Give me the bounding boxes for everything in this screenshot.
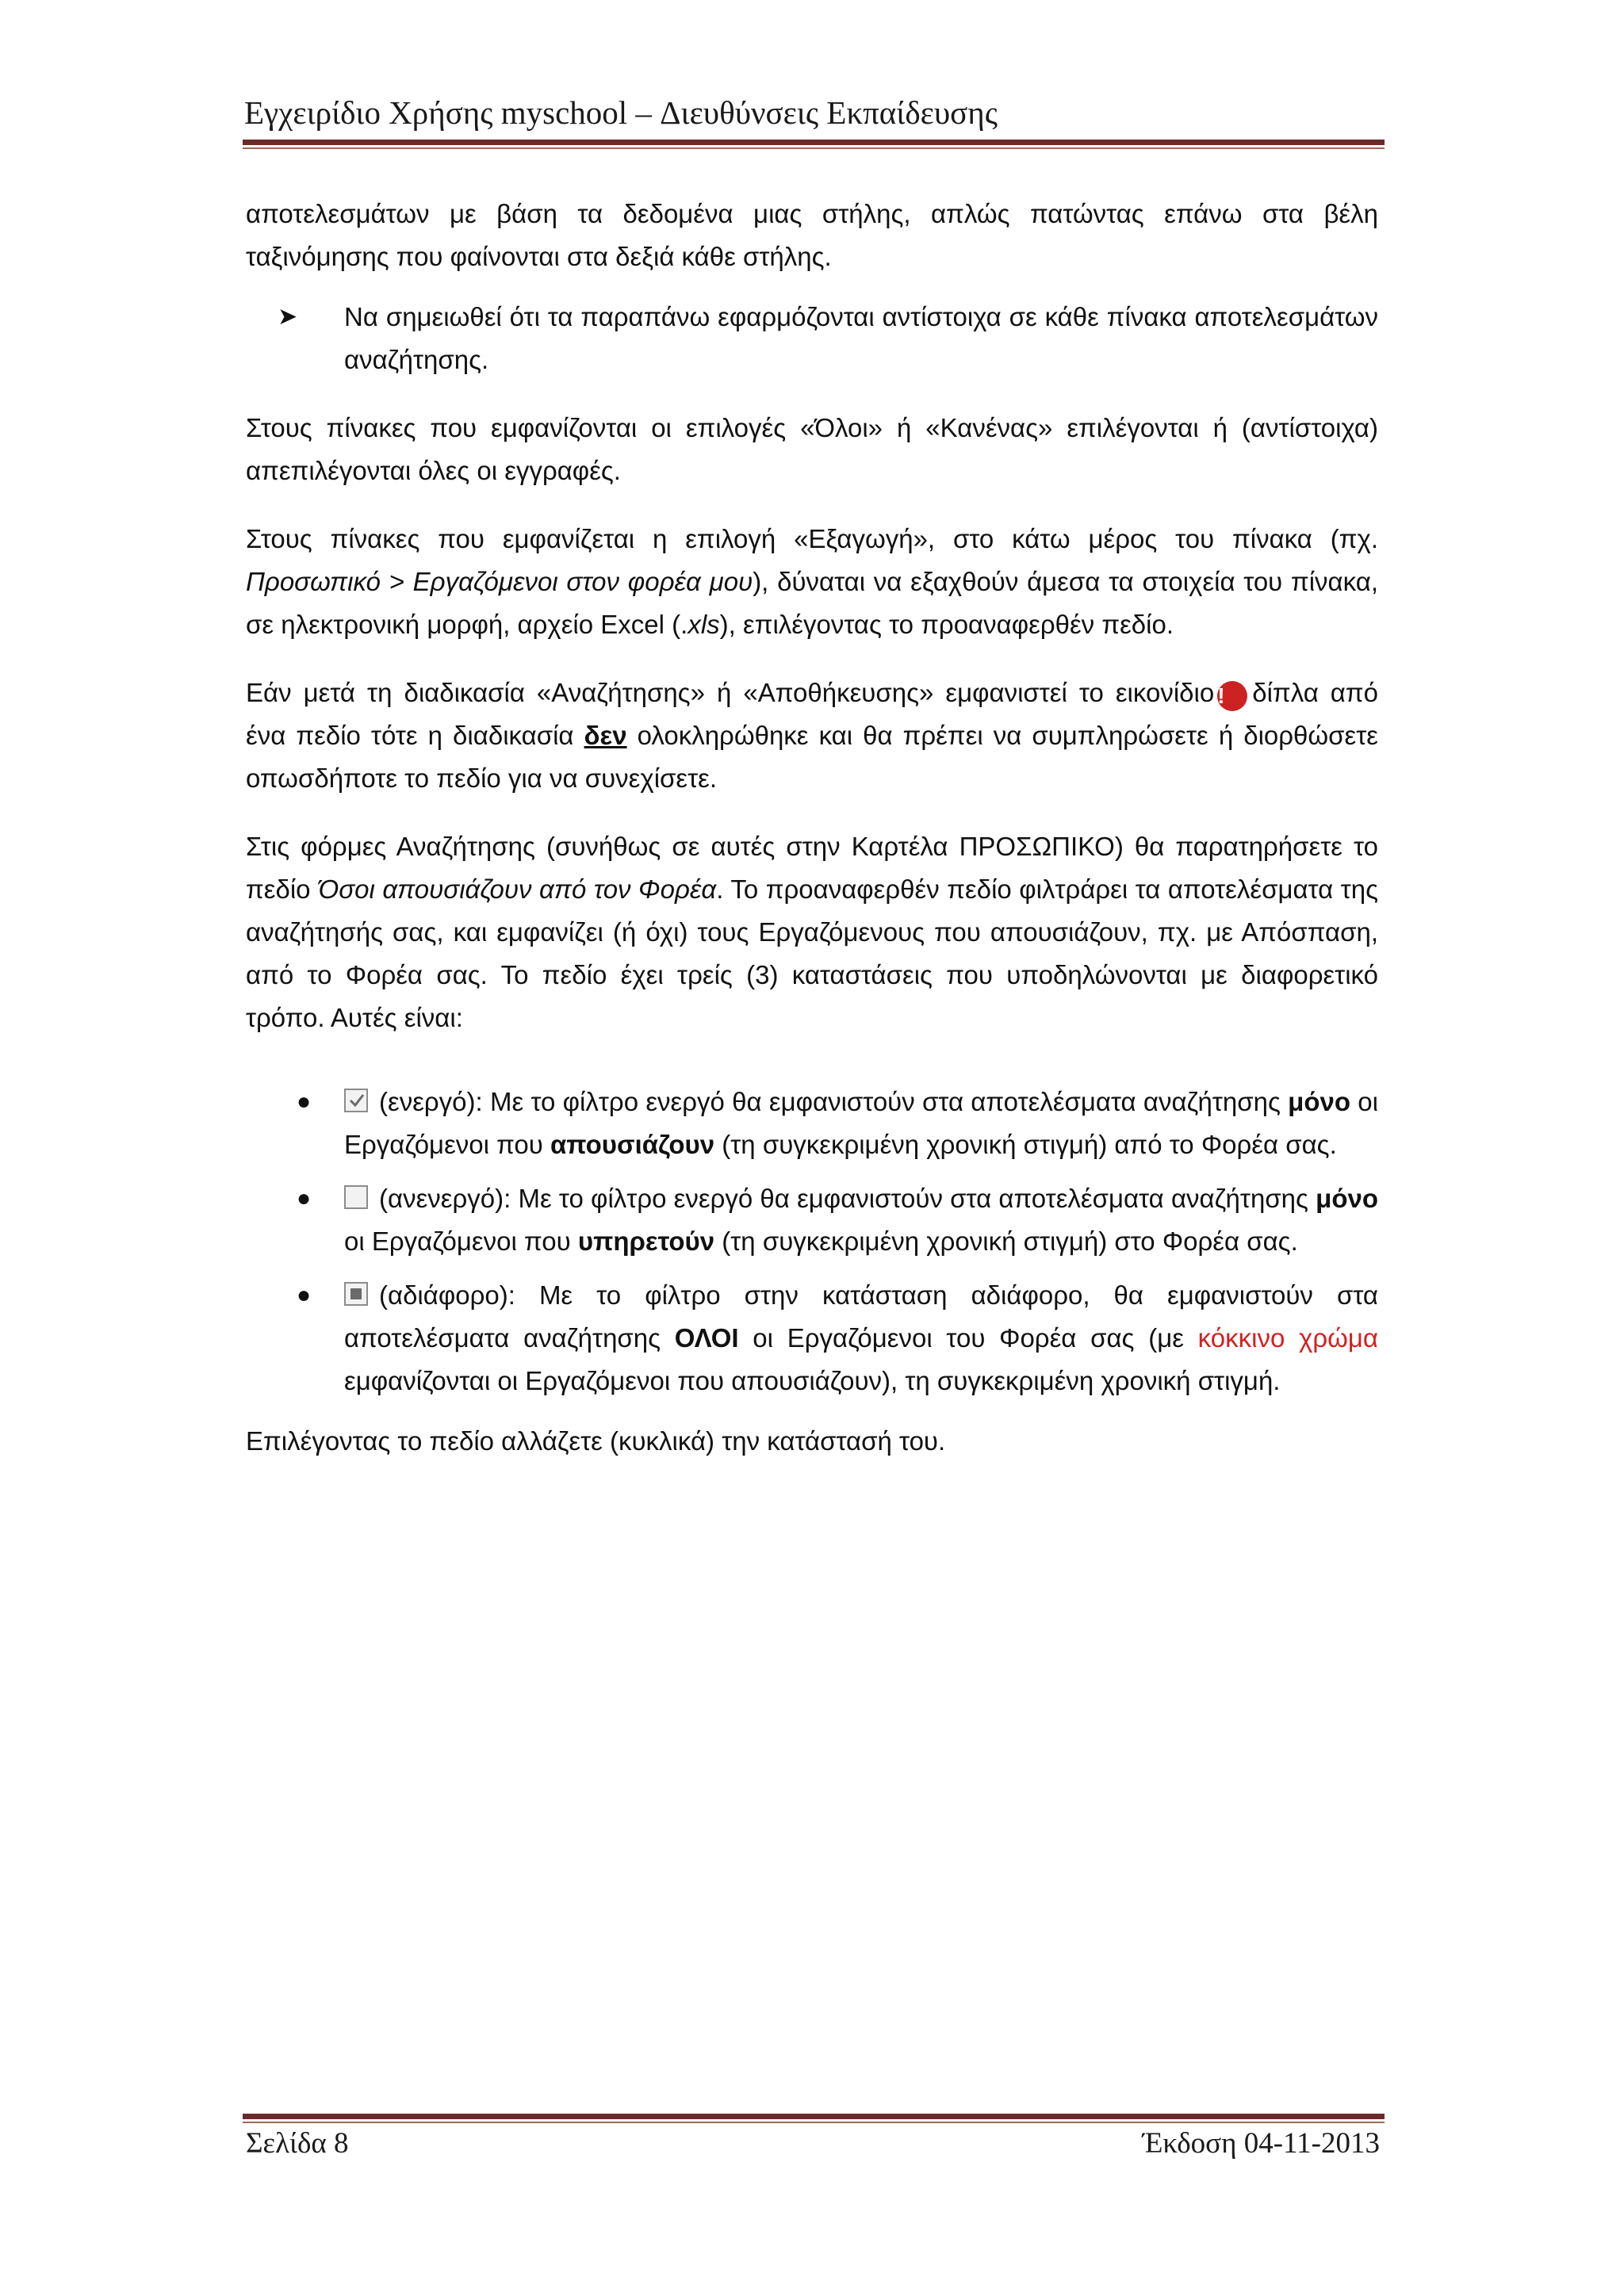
paragraph-select-all: Στους πίνακες που εμφανίζονται οι επιλογές «Όλοι» ή «Κανένας» επιλέγονται ή (αντίστοιχα) απεπιλέγονται όλες οι εγγραφές.: [246, 413, 1378, 485]
paragraph-absent-filter: [246, 825, 1378, 1039]
state-inactive-bold-2: υπηρετούν: [577, 1226, 715, 1256]
warning-text-a: Εάν μετά τη διαδικασία «Αναζήτησης» ή «Αποθήκευσης» εμφανιστεί το εικονίδιο: [246, 678, 1215, 707]
state-active-text-a: (ενεργό): Με το φίλτρο ενεργό θα εμφανιστούν στα αποτελέσματα αναζήτησης: [379, 1087, 1289, 1116]
empty-checkbox-icon: [344, 1185, 368, 1209]
state-active-bold-1: μόνο: [1288, 1087, 1351, 1116]
state-inactive-text-b: οι Εργαζόμενοι που: [344, 1226, 578, 1256]
bullet-dot-icon: ●: [297, 1185, 312, 1211]
red-color-label: κόκκινο χρώμα: [1197, 1323, 1378, 1353]
list-item-state-active: [246, 1081, 1378, 1166]
exclamation-circle-icon: !: [1217, 681, 1247, 711]
absent-field-name: Όσοι απουσιάζουν από τον Φορέα: [318, 874, 717, 904]
list-item-state-indifferent: [246, 1274, 1378, 1402]
state-inactive-text-a: (ανενεργό): Με το φίλτρο ενεργό θα εμφανιστούν στα αποτελέσματα αναζήτησης: [379, 1184, 1316, 1213]
indeterminate-checkbox-icon: [344, 1282, 368, 1306]
absent-text-b: . Το προαναφερθέν πεδίο φιλτράρει τα αποτελέσματα της αναζήτησής σας, και εμφανίζει (ή όχι) τους Εργαζόμενους που απουσιάζουν, πχ. με Απόσπαση, από το Φορέα σας. Το πεδίο έχει τρείς (3) καταστάσεις που υποδηλώνονται με διαφορετικό τρόπο. Αυτές είναι:: [246, 874, 1378, 1032]
warning-text-c: ολοκληρώθηκε και θα πρέπει να συμπληρώσετε ή διορθώσετε οπωσδήποτε το πεδίο για να συνεχίσετε.: [246, 721, 1378, 793]
note-text: Να σημειωθεί ότι τα παραπάνω εφαρμόζονται αντίστοιχα σε κάθε πίνακα αποτελεσμάτων αναζήτησης.: [344, 302, 1378, 374]
arrow-bullet-icon: ➤: [278, 304, 298, 330]
export-text-c: ), επιλέγοντας το προαναφερθέν πεδίο.: [719, 610, 1174, 639]
state-indifferent-text-c: εμφανίζονται οι Εργαζόμενοι που απουσιάζουν), τη συγκεκριμένη χρονική στιγμή.: [344, 1366, 1281, 1395]
export-menu-path: Προσωπικό > Εργαζόμενοι στον φορέα μου: [246, 567, 753, 596]
document-body: [246, 193, 1378, 1463]
state-active-bold-2: απουσιάζουν: [550, 1130, 715, 1159]
state-inactive-bold-1: μόνο: [1316, 1184, 1378, 1213]
footer-page-number: Σελίδα 8: [246, 2127, 349, 2160]
state-active-text-c: (τη συγκεκριμένη χρονική στιγμή) από το Φορέα σας.: [714, 1130, 1337, 1159]
state-inactive-text-c: (τη συγκεκριμένη χρονική στιγμή) στο Φορέα σας.: [714, 1226, 1298, 1256]
state-indifferent-bold: ΟΛΟΙ: [674, 1323, 739, 1353]
export-text-a: Στους πίνακες που εμφανίζεται η επιλογή «Εξαγωγή», στο κάτω μέρος του πίνακα (πχ.: [246, 524, 1378, 553]
warning-emphasis: δεν: [584, 721, 627, 750]
paragraph-warning: [246, 672, 1378, 800]
bullet-dot-icon: ●: [297, 1282, 312, 1308]
list-item-state-inactive: [246, 1177, 1378, 1263]
filter-states-list: [246, 1081, 1378, 1402]
paragraph-cycle: Επιλέγοντας το πεδίο αλλάζετε (κυκλικά) την κατάστασή του.: [246, 1426, 946, 1456]
export-text-b: ), δύναται να εξαχθούν άμεσα τα στοιχεία του πίνακα, σε ηλεκτρονική μορφή, αρχείο Excel (.: [246, 567, 1378, 639]
bullet-dot-icon: ●: [297, 1089, 312, 1115]
state-indifferent-text-b: οι Εργαζόμενοι του Φορέα σας (με: [738, 1323, 1198, 1353]
page-header-title: Εγχειρίδιο Χρήσης myschool – Διευθύνσεις Εκπαίδευσης: [244, 94, 998, 131]
footer-version: Έκδοση 04-11-2013: [1142, 2127, 1380, 2160]
absent-text-a: Στις φόρμες Αναζήτησης (συνήθως σε αυτές στην Καρτέλα ΠΡΟΣΩΠΙΚΟ) θα παρατηρήσετε το πεδίο: [246, 832, 1378, 904]
state-active-text-b: οι Εργαζόμενοι που: [344, 1087, 1378, 1159]
export-file-ext: xls: [688, 610, 720, 639]
checked-checkbox-icon: [344, 1089, 368, 1112]
paragraph-export: [246, 518, 1378, 646]
warning-text-b: δίπλα από ένα πεδίο τότε η διαδικασία: [246, 678, 1379, 750]
state-indifferent-text-a: (αδιάφορο): Με το φίλτρο στην κατάσταση αδιάφορο, θα εμφανιστούν στα αποτελέσματα αναζήτησης: [344, 1280, 1378, 1353]
footer-rule: [243, 2114, 1385, 2123]
note-item: [246, 296, 1378, 381]
header-rule: [243, 140, 1385, 149]
paragraph-sorting: αποτελεσμάτων με βάση τα δεδομένα μιας στήλης, απλώς πατώντας επάνω στα βέλη ταξινόμησης που φαίνονται στα δεξιά κάθε στήλης.: [246, 199, 1378, 271]
